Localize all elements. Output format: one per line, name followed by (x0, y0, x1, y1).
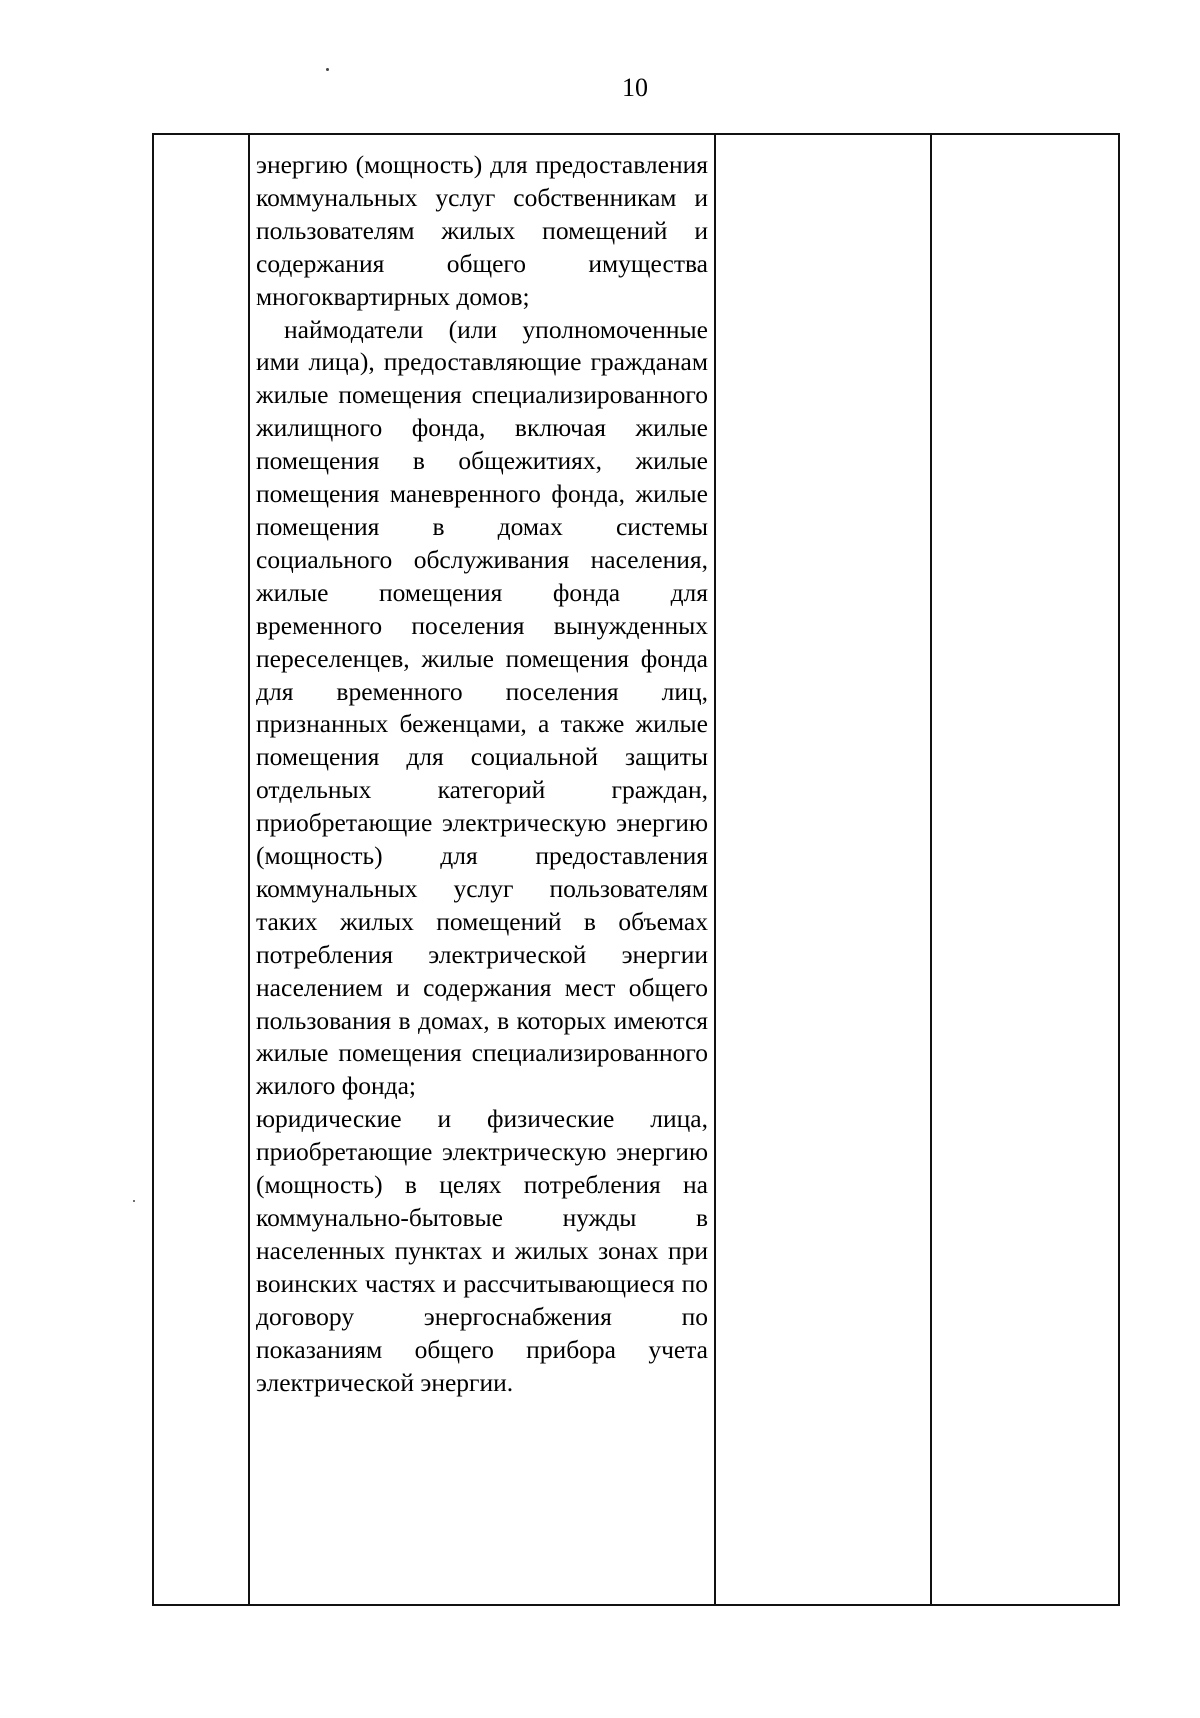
scan-artifact (326, 68, 329, 71)
table-cell-fourth (931, 134, 1119, 1605)
paragraph-legal-entities: юридические и физические лица, приобретающие электрическую энергию (мощность) в целях потребления на коммунально-бытовые нужды в населенных пунктах и жилых зонах при воинских частях и рассчитывающиеся по договору энергоснабжения по показаниям общего прибора учета электрической энергии. (256, 1104, 708, 1397)
cell-description-text (250, 135, 714, 1399)
table-cell-description (249, 134, 715, 1605)
table-cell-third (715, 134, 931, 1605)
table-cell-number (153, 134, 249, 1605)
document-table (152, 133, 1120, 1606)
paragraph-first: энергию (мощность) для предоставления коммунальных услуг собственникам и пользователям жилых помещений и содержания общего имущества многоквартирных домов; (256, 150, 708, 311)
paragraph-landlords: наймодатели (или уполномоченные ими лица), предоставляющие гражданам жилые помещения специализированного жилищного фонда, включая жилые помещения в общежитиях, жилые помещения маневренного фонда, жилые помещения в домах системы социального обслуживания населения, жилые помещения фонда для временного поселения вынужденных переселенцев, жилые помещения фонда для временного поселения лиц, признанных беженцами, а также жилые помещения для социальной защиты отдельных категорий граждан, приобретающие электрическую энергию (мощность) для предоставления коммунальных услуг пользователям таких жилых помещений в объемах потребления электрической энергии населением и содержания мест общего пользования в домах, в которых имеются жилые помещения специализированного жилого фонда; (256, 314, 708, 1101)
page-number: 10 (622, 73, 648, 102)
table-row (153, 134, 1119, 1605)
scan-artifact (133, 1200, 135, 1202)
